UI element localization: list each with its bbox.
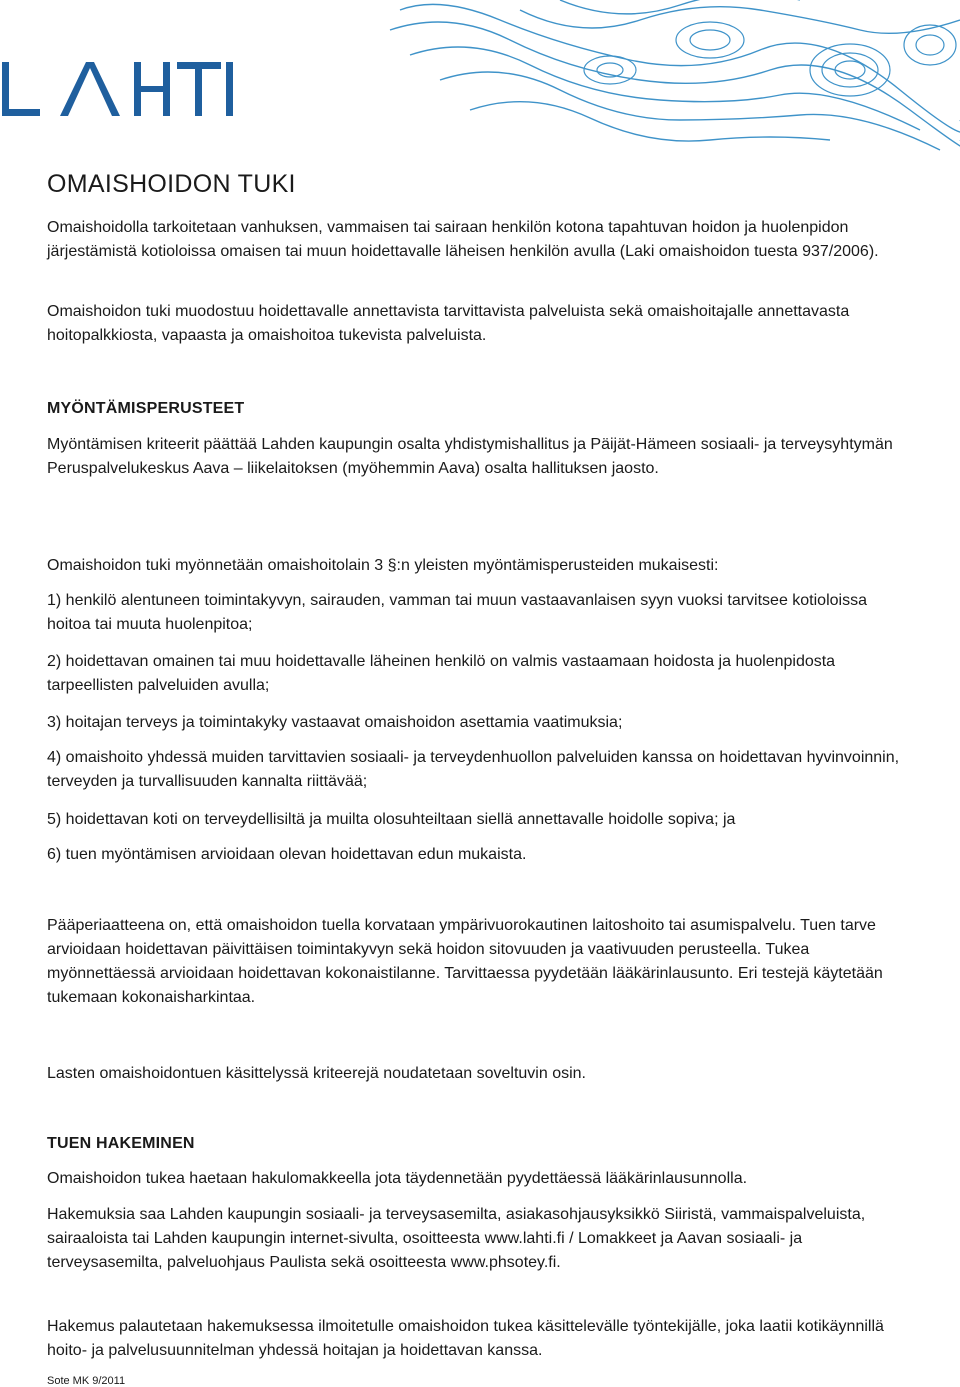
criteria-paragraph-2: Omaishoidon tuki myönnetään omaishoitolain 3 §:n yleisten myöntämisperusteiden mukaisesti: bbox=[47, 557, 719, 574]
criteria-item-3: 3) hoitajan terveys ja toimintakyky vastaavat omaishoidon asettamia vaatimuksia; bbox=[47, 714, 623, 731]
apply-paragraph-1: Omaishoidon tukea haetaan hakulomakkeella jota täydennetään pyydettäessä lääkärinlausunnolla. bbox=[47, 1170, 748, 1187]
criteria-paragraph-4: Lasten omaishoidontuen käsittelyssä kriteerejä noudatetaan soveltuvin osin. bbox=[47, 1065, 586, 1082]
apply-heading: TUEN HAKEMINEN bbox=[47, 1135, 195, 1152]
criteria-item-1: 1) henkilö alentuneen toimintakyvyn, sairauden, vamman tai muun vastaavanlaisen syyn vuoksi tarvitsee kotioloissa hoitoa tai muuta huolenpitoa; bbox=[47, 592, 867, 633]
criteria-item-6: 6) tuen myöntämisen arvioidaan olevan hoidettavan edun mukaista. bbox=[47, 846, 527, 863]
criteria-item-5: 5) hoidettavan koti on terveydellisiltä ja muilta olosuhteiltaan siellä annettavalle hoidolle sopiva; ja bbox=[47, 811, 736, 828]
criteria-item-4: 4) omaishoito yhdessä muiden tarvittavien sosiaali- ja terveydenhuollon palveluiden kanssa on hoidettavan hyvinvoinnin, terveyden ja turvallisuuden kannalta riittävää; bbox=[47, 749, 900, 790]
criteria-item-2: 2) hoidettavan omainen tai muu hoidettavalle läheinen henkilö on valmis vastaamaan hoidosta ja huolenpidosta tarpeellisten palveluiden avulla; bbox=[47, 653, 836, 694]
intro-paragraph-2: Omaishoidon tuki muodostuu hoidettavalle annettavista tarvittavista palveluista sekä omaishoitajalle annettavasta hoitopalkkiosta, vapaasta ja omaishoitoa tukevista palveluista. bbox=[47, 303, 850, 344]
apply-paragraph-3: Hakemus palautetaan hakemuksessa ilmoitetulle omaishoidon tukea käsittelevälle työntekijälle, joka laatii kotikäynnillä hoito- ja palvelusuunnitelman yhdessä hoitajan ja hoidettavan kanssa. bbox=[47, 1318, 884, 1359]
topographic-decoration bbox=[380, 0, 960, 160]
criteria-paragraph-3: Pääperiaatteena on, että omaishoidon tuella korvataan ympärivuorokautinen laitoshoito tai asumispalvelu. Tuen tarve arvioidaan hoidettavan päivittäisen toimintakyvyn sekä hoidon sitovuuden ja vaativuuden perusteella. Tukea myönnettäessä arvioidaan hoidettavan kokonaistilanne. Tarvittaessa pyydetään lääkärinlausunto. Eri testejä käytetään tukemaan kokonaisharkintaa. bbox=[47, 917, 883, 1006]
lahti-logo bbox=[0, 62, 240, 118]
apply-paragraph-2: Hakemuksia saa Lahden kaupungin sosiaali- ja terveysasemilta, asiakasohjausyksikkö Siiristä, vammaispalveluista, sairaaloista tai Lahden kaupungin internet-sivulta, osoitteesta www.lahti.fi / Lomakkeet ja Aavan sosiaali- ja terveysasemilta, palveluohjaus Paulista sekä osoitteesta www.phsotey.fi. bbox=[47, 1206, 866, 1271]
document-footer: Sote MK 9/2011 bbox=[47, 1375, 126, 1387]
intro-paragraph-1: Omaishoidolla tarkoitetaan vanhuksen, vammaisen tai sairaan henkilön kotona tapahtuvan hoidon ja huolenpidon järjestämistä kotioloissa omaisen tai muun hoidettavalle läheisen henkilön avulla (Laki omaishoidon tuesta 937/2006). bbox=[47, 219, 879, 260]
criteria-paragraph-1: Myöntämisen kriteerit päättää Lahden kaupungin osalta yhdistymishallitus ja Päijät-Hämeen sosiaali- ja terveysyhtymän Peruspalvelukeskus Aava – liikelaitoksen (myöhemmin Aava) osalta hallituksen jaosto. bbox=[47, 436, 893, 477]
page-title: OMAISHOIDON TUKI bbox=[47, 170, 296, 198]
criteria-heading: MYÖNTÄMISPERUSTEET bbox=[47, 400, 245, 417]
